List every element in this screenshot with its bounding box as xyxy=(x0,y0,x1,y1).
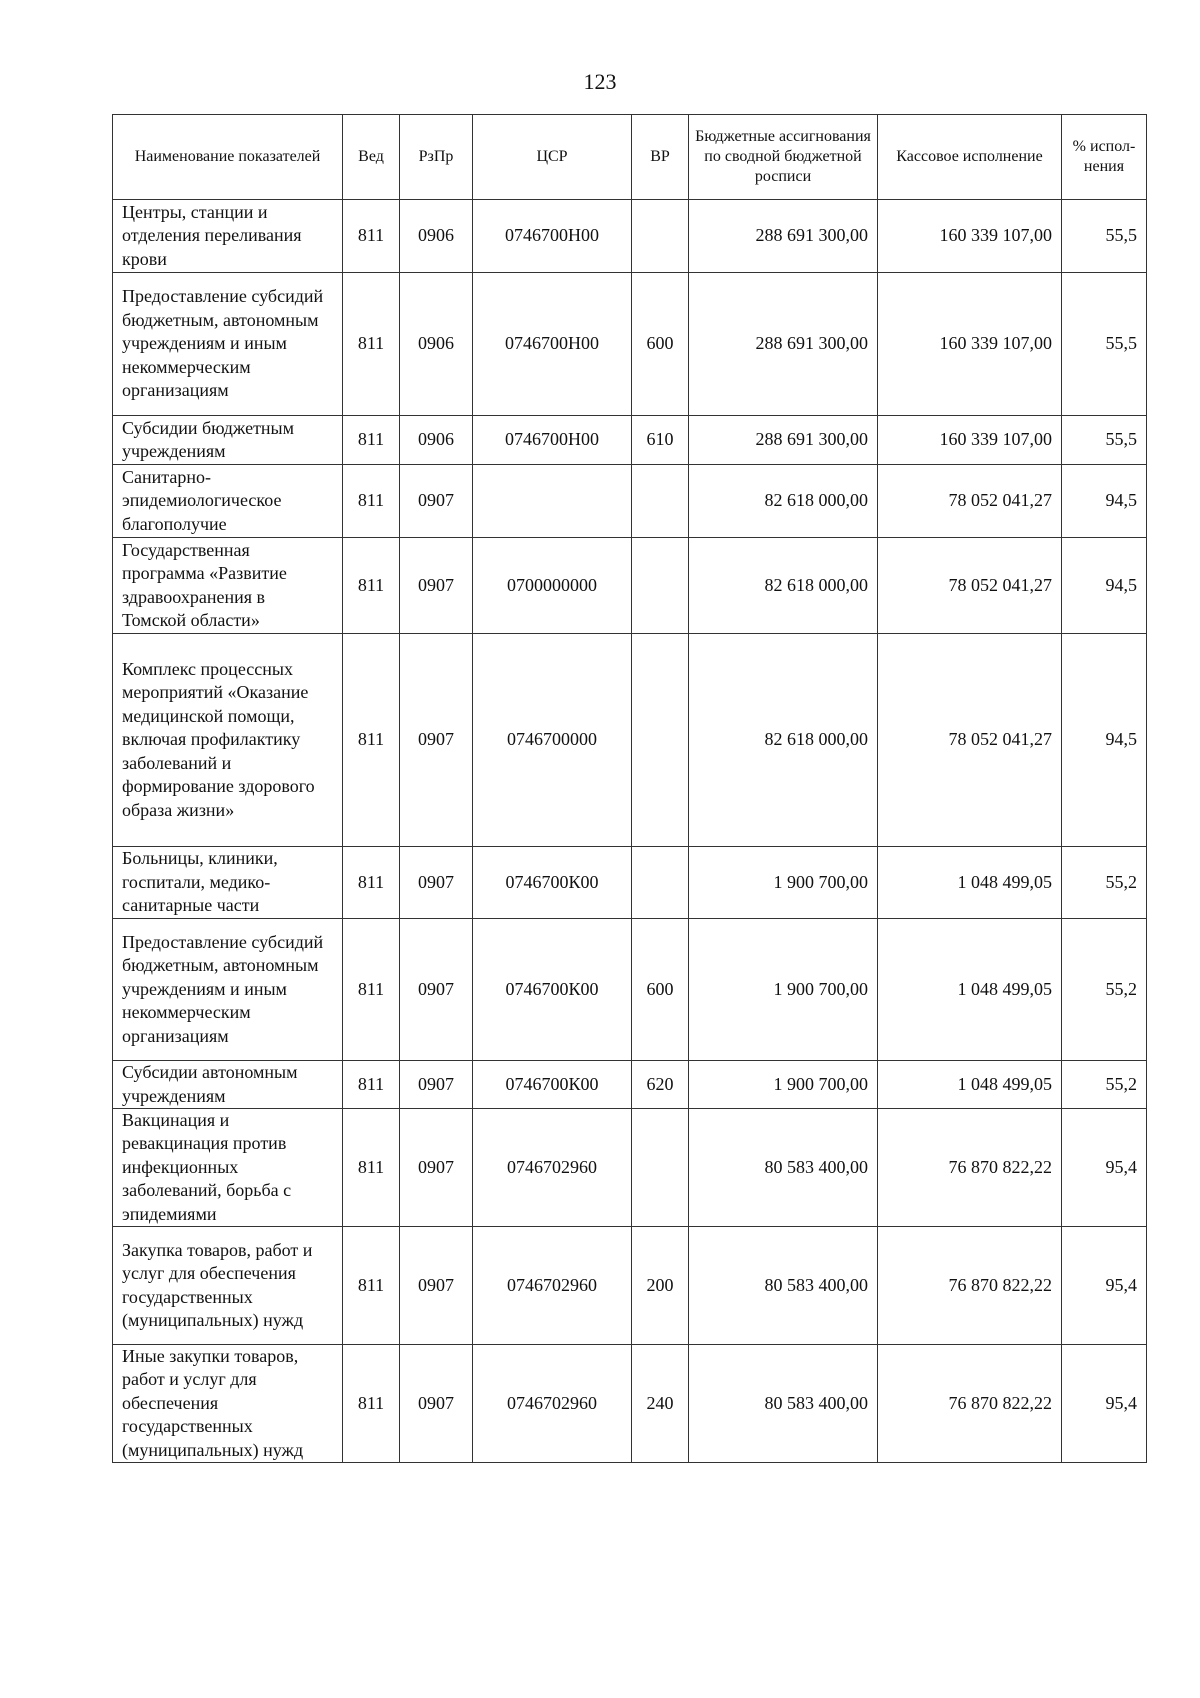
table-row xyxy=(113,200,1147,273)
row-csr: 0700000000 xyxy=(473,538,632,634)
row-rzpr: 0907 xyxy=(400,1061,473,1109)
row-cash: 1 048 499,05 xyxy=(878,919,1062,1061)
row-percent: 55,5 xyxy=(1062,416,1147,465)
row-cash: 160 339 107,00 xyxy=(878,416,1062,465)
budget-execution-table xyxy=(112,114,1147,1463)
row-cash: 78 052 041,27 xyxy=(878,465,1062,538)
row-budget: 80 583 400,00 xyxy=(689,1109,878,1227)
table-row xyxy=(113,847,1147,919)
header-csr: ЦСР xyxy=(473,115,632,200)
row-cash: 76 870 822,22 xyxy=(878,1227,1062,1345)
row-cash: 1 048 499,05 xyxy=(878,1061,1062,1109)
row-ved: 811 xyxy=(343,1061,400,1109)
header-row xyxy=(113,115,1147,200)
row-percent: 95,4 xyxy=(1062,1109,1147,1227)
row-csr: 0746700000 xyxy=(473,634,632,847)
row-csr xyxy=(473,465,632,538)
table-row xyxy=(113,416,1147,465)
row-name: Санитарно-эпидемиологическое благополучие xyxy=(113,465,343,538)
row-ved: 811 xyxy=(343,919,400,1061)
row-vr: 610 xyxy=(632,416,689,465)
row-rzpr: 0907 xyxy=(400,465,473,538)
header-budget-allocations: Бюджетные ассигнования по сводной бюджетной росписи xyxy=(689,115,878,200)
row-budget: 82 618 000,00 xyxy=(689,465,878,538)
row-rzpr: 0907 xyxy=(400,919,473,1061)
row-percent: 94,5 xyxy=(1062,634,1147,847)
row-budget: 1 900 700,00 xyxy=(689,847,878,919)
row-name: Субсидии автономным учреждениям xyxy=(113,1061,343,1109)
row-name: Иные закупки товаров, работ и услуг для обеспечения государственных (муниципальных) нужд xyxy=(113,1345,343,1463)
row-ved: 811 xyxy=(343,847,400,919)
row-percent: 95,4 xyxy=(1062,1345,1147,1463)
row-cash: 76 870 822,22 xyxy=(878,1109,1062,1227)
row-rzpr: 0907 xyxy=(400,634,473,847)
header-rzpr: РзПр xyxy=(400,115,473,200)
row-vr xyxy=(632,634,689,847)
row-name: Предоставление субсидий бюджетным, автономным учреждениям и иным некоммерческим организациям xyxy=(113,919,343,1061)
row-cash: 1 048 499,05 xyxy=(878,847,1062,919)
row-name: Центры, станции и отделения переливания крови xyxy=(113,200,343,273)
row-budget: 82 618 000,00 xyxy=(689,634,878,847)
row-percent: 94,5 xyxy=(1062,465,1147,538)
row-percent: 95,4 xyxy=(1062,1227,1147,1345)
row-vr: 200 xyxy=(632,1227,689,1345)
table-row xyxy=(113,1345,1147,1463)
header-name: Наименование показателей xyxy=(113,115,343,200)
row-vr xyxy=(632,538,689,634)
page-number: 123 xyxy=(583,69,617,94)
row-vr xyxy=(632,1109,689,1227)
row-csr: 0746700К00 xyxy=(473,1061,632,1109)
row-budget: 1 900 700,00 xyxy=(689,1061,878,1109)
row-vr xyxy=(632,465,689,538)
row-ved: 811 xyxy=(343,1109,400,1227)
row-name: Больницы, клиники, госпитали, медико-санитарные части xyxy=(113,847,343,919)
row-ved: 811 xyxy=(343,634,400,847)
table-row xyxy=(113,634,1147,847)
row-cash: 76 870 822,22 xyxy=(878,1345,1062,1463)
row-budget: 82 618 000,00 xyxy=(689,538,878,634)
row-name: Государственная программа «Развитие здравоохранения в Томской области» xyxy=(113,538,343,634)
row-name: Комплекс процессных мероприятий «Оказание медицинской помощи, включая профилактику заболеваний и формирование здорового образа жизни» xyxy=(113,634,343,847)
row-rzpr: 0906 xyxy=(400,416,473,465)
row-vr xyxy=(632,847,689,919)
row-budget: 80 583 400,00 xyxy=(689,1227,878,1345)
row-rzpr: 0906 xyxy=(400,273,473,416)
table-row xyxy=(113,465,1147,538)
row-budget: 1 900 700,00 xyxy=(689,919,878,1061)
row-vr: 600 xyxy=(632,919,689,1061)
row-cash: 160 339 107,00 xyxy=(878,273,1062,416)
row-cash: 78 052 041,27 xyxy=(878,634,1062,847)
row-budget: 288 691 300,00 xyxy=(689,273,878,416)
row-percent: 55,2 xyxy=(1062,1061,1147,1109)
row-name: Закупка товаров, работ и услуг для обеспечения государственных (муниципальных) нужд xyxy=(113,1227,343,1345)
row-ved: 811 xyxy=(343,465,400,538)
row-csr: 0746700Н00 xyxy=(473,200,632,273)
header-cash-execution: Кассовое исполнение xyxy=(878,115,1062,200)
row-ved: 811 xyxy=(343,273,400,416)
row-percent: 94,5 xyxy=(1062,538,1147,634)
row-csr: 0746700Н00 xyxy=(473,416,632,465)
row-vr: 620 xyxy=(632,1061,689,1109)
table-row xyxy=(113,1109,1147,1227)
row-csr: 0746702960 xyxy=(473,1109,632,1227)
row-ved: 811 xyxy=(343,538,400,634)
row-ved: 811 xyxy=(343,416,400,465)
row-ved: 811 xyxy=(343,1345,400,1463)
row-cash: 78 052 041,27 xyxy=(878,538,1062,634)
row-rzpr: 0907 xyxy=(400,1227,473,1345)
table-row xyxy=(113,538,1147,634)
row-rzpr: 0907 xyxy=(400,1109,473,1227)
header-vr: ВР xyxy=(632,115,689,200)
row-csr: 0746700К00 xyxy=(473,847,632,919)
row-rzpr: 0907 xyxy=(400,1345,473,1463)
row-csr: 0746702960 xyxy=(473,1227,632,1345)
row-budget: 288 691 300,00 xyxy=(689,416,878,465)
row-ved: 811 xyxy=(343,200,400,273)
row-csr: 0746702960 xyxy=(473,1345,632,1463)
row-vr: 240 xyxy=(632,1345,689,1463)
row-rzpr: 0907 xyxy=(400,847,473,919)
row-name: Вакцинация и ревакцинация против инфекционных заболеваний, борьба с эпидемиями xyxy=(113,1109,343,1227)
row-cash: 160 339 107,00 xyxy=(878,200,1062,273)
row-vr: 600 xyxy=(632,273,689,416)
header-ved: Вед xyxy=(343,115,400,200)
row-csr: 0746700Н00 xyxy=(473,273,632,416)
row-percent: 55,5 xyxy=(1062,273,1147,416)
row-rzpr: 0906 xyxy=(400,200,473,273)
row-ved: 811 xyxy=(343,1227,400,1345)
table-row xyxy=(113,1227,1147,1345)
row-percent: 55,5 xyxy=(1062,200,1147,273)
table-row xyxy=(113,919,1147,1061)
row-name: Субсидии бюджетным учреждениям xyxy=(113,416,343,465)
row-rzpr: 0907 xyxy=(400,538,473,634)
row-percent: 55,2 xyxy=(1062,919,1147,1061)
row-budget: 288 691 300,00 xyxy=(689,200,878,273)
row-budget: 80 583 400,00 xyxy=(689,1345,878,1463)
row-vr xyxy=(632,200,689,273)
row-name: Предоставление субсидий бюджетным, автономным учреждениям и иным некоммерческим организациям xyxy=(113,273,343,416)
row-csr: 0746700К00 xyxy=(473,919,632,1061)
table-row xyxy=(113,273,1147,416)
header-execution-percent: % испол-нения xyxy=(1062,115,1147,200)
table-row xyxy=(113,1061,1147,1109)
row-percent: 55,2 xyxy=(1062,847,1147,919)
